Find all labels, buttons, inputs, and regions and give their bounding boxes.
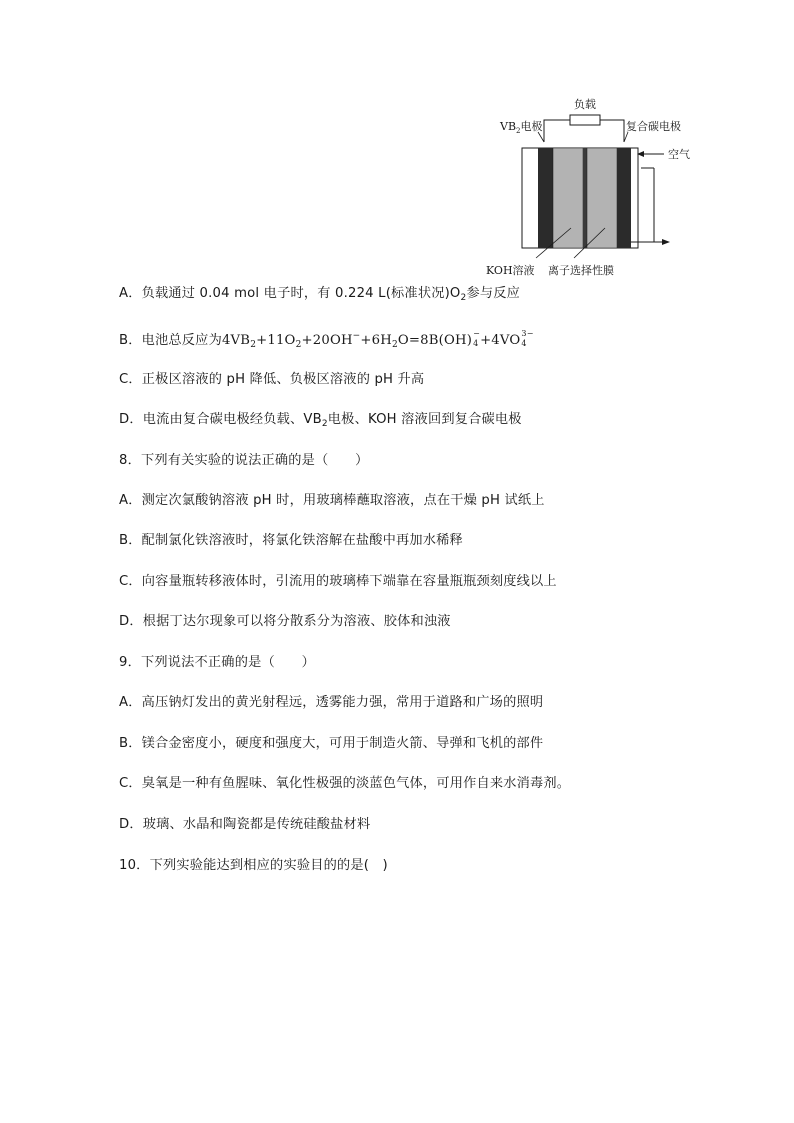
carbon-leader-line	[624, 132, 628, 142]
eq-superscript: −	[352, 331, 361, 341]
vb2-leader-line	[538, 132, 544, 142]
eq-subscript: 2	[391, 340, 398, 350]
vb2-electrode-label: $VB_2$电极	[500, 120, 543, 135]
q7-option-a	[119, 284, 520, 308]
q8-option-a: A．测定次氯酸钠溶液 pH 时，用玻璃棒蘸取溶液，点在干燥 pH 试纸上	[119, 493, 545, 508]
vb2-electrode	[538, 148, 553, 248]
q10-stem: 10．下列实验能达到相应的实验目的的是( )	[119, 858, 388, 873]
koh-label: KOH溶液	[486, 264, 535, 277]
q7-option-d	[119, 410, 522, 434]
load-label: 负载	[574, 98, 596, 111]
eq-superscript: −	[473, 329, 480, 338]
load-resistor	[570, 115, 600, 125]
carbon-electrode-label: 复合碳电极	[626, 120, 681, 133]
koh-solution-right	[587, 148, 617, 248]
q8-option-b: B．配制氯化铁溶液时，将氯化铁溶解在盐酸中再加水稀释	[119, 533, 463, 548]
eq-supsub	[472, 326, 480, 346]
wire-left	[544, 120, 570, 142]
eq-term: +11O	[256, 333, 296, 348]
eq-term: O=8B(OH)	[397, 333, 473, 348]
koh-solution-left	[553, 148, 583, 248]
eq-subscript: 2	[295, 340, 302, 350]
q7-option-b	[119, 326, 534, 355]
q7-option-d-text: D．电流由复合碳电极经负载、VB	[119, 412, 322, 427]
q7-option-d-suffix: 电极、KOH 溶液回到复合碳电极	[327, 412, 522, 427]
eq-term: +4VO	[480, 333, 521, 348]
q7-option-a-subscript: 2	[460, 293, 467, 303]
q8-option-c: C．向容量瓶转移液体时，引流用的玻璃棒下端靠在容量瓶瓶颈刻度线以上	[119, 574, 557, 589]
q9-option-c: C．臭氧是一种有鱼腥味、氧化性极强的淡蓝色气体，可用作自来水消毒剂。	[119, 776, 571, 791]
q9-stem: 9．下列说法不正确的是（ ）	[119, 655, 316, 670]
air-outlet-arrowhead	[662, 239, 670, 245]
q7-option-b-text: B．电池总反应为	[119, 333, 222, 348]
eq-subscript: 4	[473, 339, 479, 348]
q9-option-b: B．镁合金密度小，硬度和强度大，可用于制造火箭、导弹和飞机的部件	[119, 736, 544, 751]
q9-option-d: D．玻璃、水晶和陶瓷都是传统硅酸盐材料	[119, 817, 371, 832]
eq-term: 4VB	[221, 333, 251, 348]
q7-option-a-suffix: 参与反应	[466, 286, 521, 301]
q7-option-d-subscript: 2	[321, 419, 328, 429]
carbon-electrode	[617, 148, 631, 248]
battery-diagram	[478, 96, 708, 282]
eq-term: +20OH	[301, 333, 353, 348]
eq-supsub	[520, 326, 534, 346]
q8-stem: 8．下列有关实验的说法正确的是（ ）	[119, 453, 369, 468]
membrane-label: 离子选择性膜	[548, 264, 614, 277]
eq-subscript: 2	[250, 340, 257, 350]
eq-subscript: 4	[521, 339, 527, 348]
ion-selective-membrane	[583, 148, 587, 248]
eq-superscript: 3−	[521, 329, 534, 338]
q7-option-b-equation	[221, 329, 534, 350]
q8-option-d: D．根据丁达尔现象可以将分散系分为溶液、胶体和浊液	[119, 614, 451, 629]
eq-term: +6H	[360, 333, 392, 348]
q7-option-c: C．正极区溶液的 pH 降低、负极区溶液的 pH 升高	[119, 372, 425, 387]
battery-diagram-figure	[478, 96, 708, 282]
q7-option-a-text: A．负载通过 0.04 mol 电子时，有 0.224 L(标准状况)O	[119, 286, 461, 301]
air-label: 空气	[668, 148, 690, 161]
wire-right	[600, 120, 624, 142]
q9-option-a: A．高压钠灯发出的黄光射程远，透雾能力强，常用于道路和广场的照明	[119, 695, 544, 710]
